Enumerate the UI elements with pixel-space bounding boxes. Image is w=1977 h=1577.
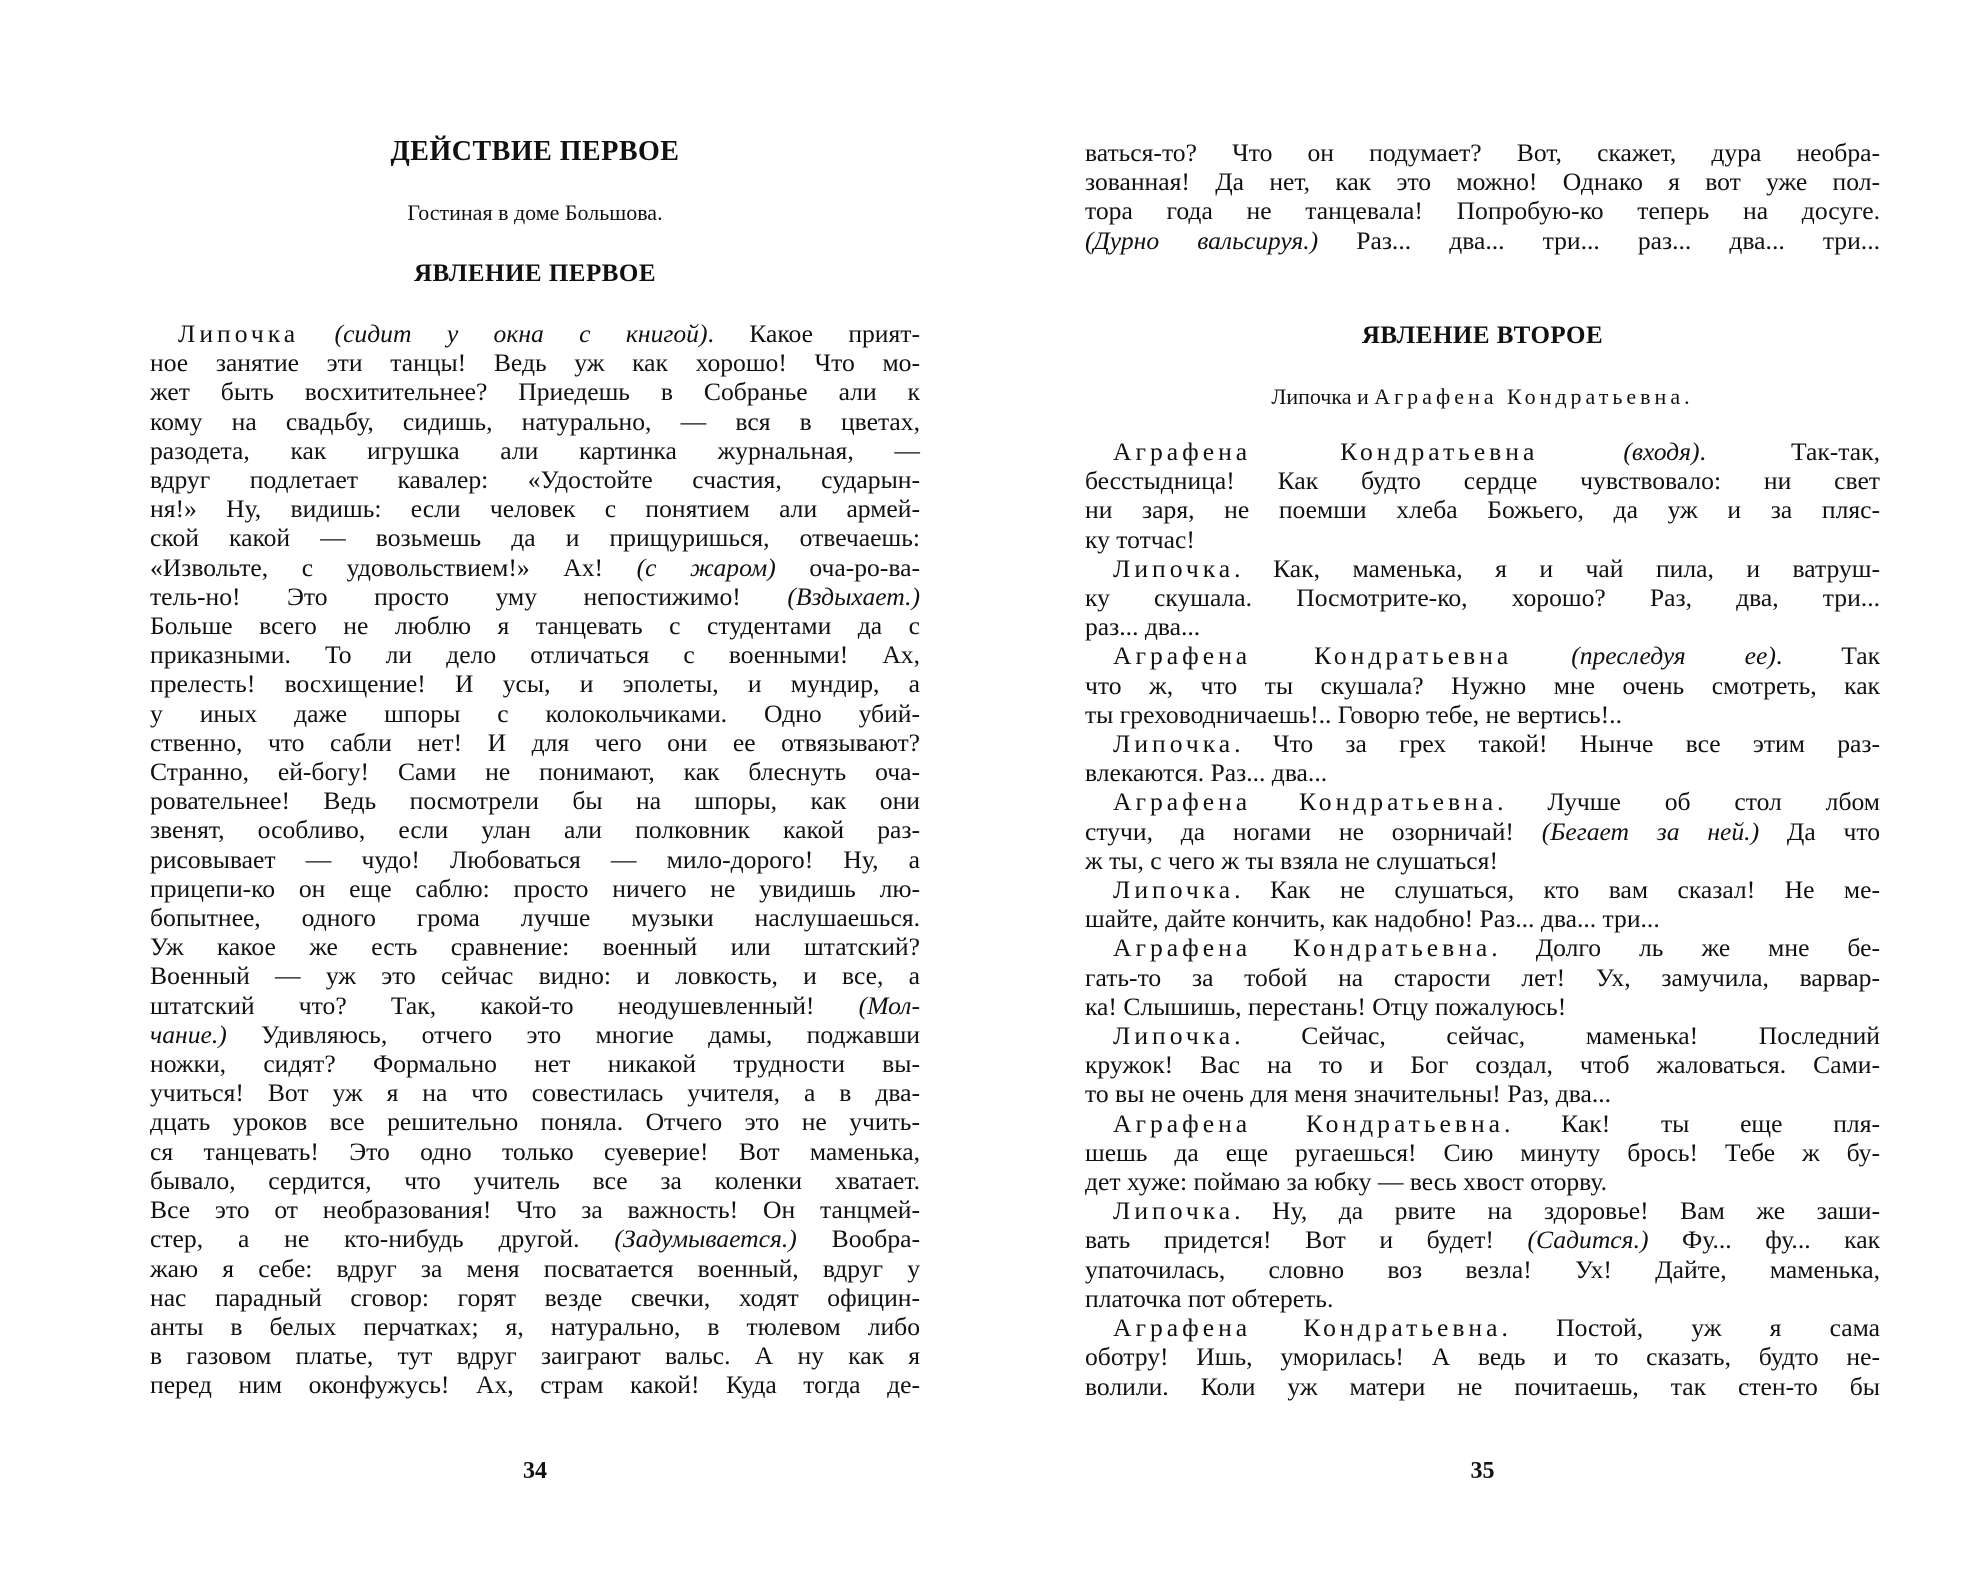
stage-direction: (Бегает за ней.) — [1541, 816, 1760, 846]
text-line: ж ты, с чего ж ты взяла не слушаться! — [1085, 845, 1498, 875]
text-line: то вы не очень для меня значительны! Раз, два... — [1085, 1079, 1612, 1109]
text-line: ка! Слышишь, перестань! Отцу пожалуюсь! — [1085, 991, 1567, 1021]
speaker-name: Липочка — [178, 319, 300, 348]
text-line: Все это от необразования! Что за важность! Он танцмей- — [150, 1195, 920, 1225]
text-line: дцать уроков все решительно поняла. Отчего это не учить- — [150, 1107, 920, 1137]
text-line: что ж, что ты скушала? Нужно мне очень смотреть, как — [1085, 670, 1880, 700]
text-line: вдруг подлетает кавалер: «Удостойте счастия, сударын- — [150, 465, 920, 495]
text-line: платочка пот обтереть. — [1085, 1283, 1334, 1313]
text-line: ку скушала. Посмотрите-ко, хорошо? Раз, два, три... — [1085, 583, 1880, 613]
text-line: ты греховодничаешь!.. Говорю тебе, не вертись!.. — [1085, 699, 1622, 729]
stage-direction: (Задумывается.) — [614, 1224, 797, 1254]
speaker-name: Аграфена Кондратьевна — [1113, 787, 1498, 817]
text-line: ственно, что сабли нет! И для чего они ее отвязывают? — [150, 727, 920, 757]
text-span: . Так — [1775, 641, 1881, 671]
stage-direction: (сидит у окна с книгой) — [334, 319, 708, 348]
text-line: рисовывает — чудо! Любоваться — мило-дорого! Ну, а — [150, 844, 920, 874]
text-line: перед ним оконфужусь! Ах, страм какой! Куда тогда де- — [150, 1370, 920, 1400]
text-line: кому на свадьбу, сидишь, натурально, — вся в цветах, — [150, 406, 920, 436]
scene-title: ЯВЛЕНИЕ ВТОРОЕ — [1361, 322, 1604, 349]
text-line: ни заря, не поемши хлеба Божьего, да уж и за пляс- — [1085, 495, 1880, 525]
stage-direction: (с жаром) — [636, 552, 776, 582]
text-span: . Как, маменька, я и чай пила, и ватруш- — [1234, 553, 1880, 583]
text-span: . Какое прият- — [707, 319, 920, 348]
text-line: бывало, сердится, что учитель все за коленки хватает. — [150, 1165, 920, 1195]
persons-text: Липочка и — [1271, 384, 1375, 409]
speaker-name: Липочка — [1113, 875, 1235, 905]
speaker-name: Аграфена Кондратьевна — [1113, 933, 1492, 963]
text-line — [150, 991, 920, 1020]
text-span: . Ну, да рвите на здоровье! Вам же заши- — [1234, 1196, 1880, 1226]
text-line: зованная! Да нет, как это можно! Однако я вот уже пол- — [1085, 167, 1880, 197]
stage-direction: (Садится.) — [1527, 1225, 1649, 1255]
text-line: тора года не танцевала! Попробую-ко теперь на досуге. — [1085, 196, 1880, 226]
text-line: жет быть восхитительнее? Приедешь в Собранье али к — [150, 377, 920, 407]
text-span: Да что — [1759, 816, 1880, 846]
setting-text: Гостиная в доме Большова. — [407, 200, 663, 225]
text-line: нас парадный сговор: горят везде свечки, ходят официн- — [150, 1282, 920, 1312]
stage-direction: (Дурно вальсируя.) — [1085, 225, 1319, 255]
text-line — [1085, 1313, 1880, 1342]
text-line: влекаются. Раз... два... — [1085, 758, 1328, 788]
text-span: . Что за грех такой! Нынче все этим раз- — [1234, 729, 1880, 759]
speaker-name: Аграфена Кондратьевна — [1113, 641, 1513, 671]
speaker-name: Липочка — [1113, 729, 1235, 759]
text-line — [150, 319, 920, 348]
text-line — [1085, 1196, 1880, 1225]
text-line — [1085, 1109, 1880, 1138]
text-line: дет хуже: поймаю за юбку — весь хвост оторву. — [1085, 1167, 1608, 1197]
left-page — [150, 0, 920, 1577]
text-line — [1085, 641, 1880, 670]
text-line — [1085, 437, 1880, 466]
text-span: Раз... два... три... раз... два... три... — [1318, 225, 1880, 255]
text-line: у иных даже шпоры с колокольчиками. Одно убий- — [150, 698, 920, 728]
text-line: жаю я себе: вдруг за меня посватается военный, вдруг у — [150, 1253, 920, 1283]
stage-direction: (входя) — [1623, 437, 1700, 466]
text-line: звенят, особливо, если улан али полковник какой раз- — [150, 815, 920, 845]
text-line: ку тотчас! — [1085, 524, 1195, 554]
text-span: тель-но! Это просто уму непостижимо! — [150, 581, 788, 611]
monologue — [150, 319, 920, 1400]
text-span: Фу... фу... как — [1648, 1225, 1881, 1255]
text-line: приказными. То ли дело отличаться с военными! Ах, — [150, 640, 920, 670]
text-line: анты в белых перчатках; я, натурально, в тюлевом либо — [150, 1311, 920, 1341]
speaker-name: Аграфена Кондратьевна — [1113, 1108, 1505, 1138]
text-line — [1085, 554, 1880, 583]
continued-text — [1085, 138, 1880, 255]
text-line: ваться-то? Что он подумает? Вот, скажет, дура необра- — [1085, 138, 1880, 167]
speaker-name: Аграфена Кондратьевна — [1113, 437, 1539, 466]
speaker-name: Аграфена Кондратьевна. — [1374, 384, 1694, 409]
text-span: штатский что? Так, какой-то неодушевленный! — [150, 990, 859, 1020]
text-line: Странно, ей-богу! Сами не понимают, как блеснуть оча- — [150, 757, 920, 787]
text-line — [1085, 1225, 1880, 1254]
scene-persons — [1085, 384, 1880, 410]
text-line: в газовом платье, тут вдруг заиграют вальс. А ну как я — [150, 1341, 920, 1371]
text-span: стучи, да ногами не озорничай! — [1085, 816, 1542, 846]
speaker-name: Липочка — [1113, 1196, 1235, 1226]
text-line: гать-то за тобой на старости лет! Ух, замучила, варвар- — [1085, 962, 1880, 992]
text-line — [1085, 1021, 1880, 1050]
right-page — [1085, 0, 1880, 1577]
speaker-name: Липочка — [1113, 553, 1235, 583]
text-line: ской какой — возьмешь да и прищуришься, отвечаешь: — [150, 523, 920, 553]
text-line: Больше всего не люблю я танцевать с студентами да с — [150, 611, 920, 641]
act-title: ДЕЙСТВИЕ ПЕРВОЕ — [390, 136, 680, 167]
text-line — [150, 1020, 920, 1049]
text-span: Удивляюсь, отчего это многие дамы, поджавши — [226, 1019, 920, 1049]
text-span: . Долго ль же мне бе- — [1491, 933, 1880, 963]
text-line: прицепи-ко он еще саблю: просто ничего не увидишь лю- — [150, 873, 920, 903]
text-span: . Лучше об стол лбом — [1497, 787, 1880, 817]
stage-direction: (Мол- — [858, 990, 920, 1020]
scene-title: ЯВЛЕНИЕ ПЕРВОЕ — [413, 260, 657, 287]
text-line — [1085, 729, 1880, 758]
text-line: бесстыдница! Как будто сердце чувствовало: ни свет — [1085, 466, 1880, 496]
text-line: ровательнее! Ведь посмотрели бы на шпоры, как они — [150, 786, 920, 816]
page-number: 35 — [1470, 1458, 1495, 1484]
speaker-name: Аграфена Кондратьевна — [1113, 1313, 1502, 1343]
speaker-name: Липочка — [1113, 1021, 1235, 1051]
text-line — [1085, 933, 1880, 962]
text-line: кружок! Вас на то и Бог создал, чтоб жаловаться. Сами- — [1085, 1050, 1880, 1080]
text-line — [1085, 787, 1880, 816]
text-line — [1085, 875, 1880, 904]
text-span: . Постой, уж я сама — [1501, 1313, 1880, 1343]
text-line: ня!» Ну, видишь: если человек с понятием али армей- — [150, 494, 920, 524]
text-line: разодета, как игрушка али картинка журнальная, — — [150, 435, 920, 465]
stage-direction: чание.) — [150, 1019, 227, 1049]
text-line — [1085, 226, 1880, 255]
text-line: шешь да еще ругаешься! Сию минуту брось! Тебе ж бу- — [1085, 1137, 1880, 1167]
stage-direction: (Вздыхает.) — [787, 581, 920, 611]
text-span: . Сейчас, сейчас, маменька! Последний — [1234, 1021, 1880, 1051]
text-line: Уж какое же есть сравнение: военный или штатский? — [150, 932, 920, 962]
stage-direction: (преследуя ее) — [1571, 641, 1776, 671]
text-line: ножки, сидят? Формально нет никакой трудности вы- — [150, 1049, 920, 1079]
text-line — [150, 582, 920, 611]
text-line: бопытнее, одного грома лучше музыки наслушаешься. — [150, 903, 920, 933]
text-span: . Как! ты еще пля- — [1504, 1108, 1880, 1138]
text-line — [150, 553, 920, 582]
text-line: учиться! Вот уж я на что совестилась учителя, а в два- — [150, 1078, 920, 1108]
text-span: вать придется! Вот и будет! — [1085, 1225, 1528, 1255]
text-line: ное занятие эти танцы! Ведь уж как хорошо! Что мо- — [150, 348, 920, 378]
page-number: 34 — [523, 1458, 547, 1484]
text-span: Вообра- — [796, 1224, 920, 1254]
text-line: раз... два... — [1085, 612, 1201, 642]
text-line: ся танцевать! Это одно только суеверие! Вот маменька, — [150, 1136, 920, 1166]
text-span: оча-ро-ва- — [775, 552, 920, 582]
text-line — [1085, 817, 1880, 846]
text-line: прелесть! восхищение! И усы, и эполеты, и мундир, а — [150, 669, 920, 699]
text-line: упаточилась, словно воз везла! Ух! Дайте, маменька, — [1085, 1254, 1880, 1284]
text-span: . Как не слушаться, кто вам сказал! Не ме- — [1234, 875, 1880, 905]
text-line: волили. Коли уж матери не почитаешь, так стен-то бы — [1085, 1371, 1880, 1401]
text-span: «Извольте, с удовольствием!» Ах! — [150, 552, 637, 582]
text-line — [150, 1224, 920, 1253]
text-span: стер, а не кто-нибудь другой. — [150, 1224, 615, 1254]
text-span: . Так-так, — [1699, 437, 1880, 466]
text-line: оботру! Ишь, уморилась! А ведь и то сказать, будто не- — [1085, 1342, 1880, 1372]
text-line: Военный — уж это сейчас видно: и ловкость, и все, а — [150, 961, 920, 991]
dialogue — [1085, 437, 1880, 1401]
text-line: шайте, дайте кончить, как надобно! Раз... два... три... — [1085, 904, 1660, 934]
